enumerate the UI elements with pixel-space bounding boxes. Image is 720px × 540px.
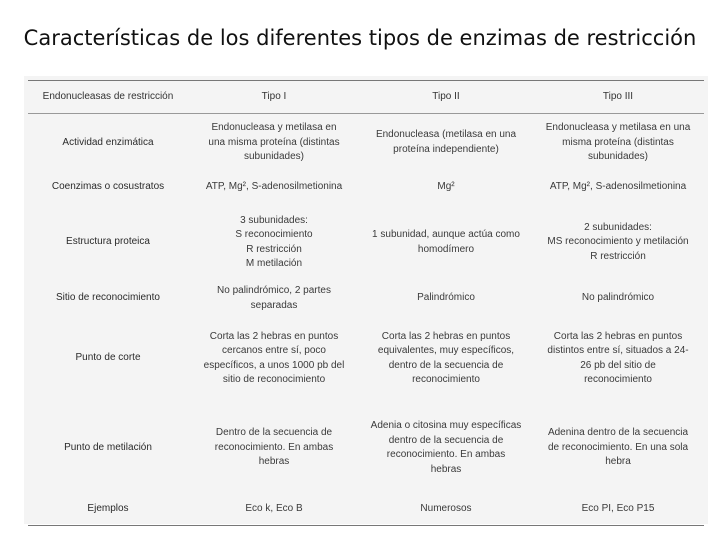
table-row-ejemplos xyxy=(28,494,704,526)
row-label: Punto de corte xyxy=(75,352,141,364)
header-tipo-2: Tipo II xyxy=(432,90,460,102)
row-label: Actividad enzimática xyxy=(62,136,154,148)
table-row-actividad xyxy=(28,114,704,172)
table-row-metilacion xyxy=(28,403,704,494)
cell-tipo-2: Adenia o citosina muy específicas dentro de la secuencia de reconocimiento. En ambas hebras xyxy=(370,420,522,475)
row-label: Punto de metilación xyxy=(64,441,152,453)
cell-tipo-3: 2 subunidades: MS reconocimiento y metilación R restricción xyxy=(547,221,689,262)
row-label: Sitio de reconocimiento xyxy=(56,292,160,304)
cell-tipo-3: Endonucleasa y metilasa en una misma proteína (distintas subunidades) xyxy=(545,122,691,162)
table-row-estructura xyxy=(28,203,704,283)
cell-tipo-3: Adenina dentro de la secuencia de reconocimiento. En una sola hebra xyxy=(547,427,689,468)
table-row-punto-corte xyxy=(28,315,704,403)
table-row-coenzimas xyxy=(28,172,704,203)
header-tipo-3: Tipo III xyxy=(602,90,634,102)
cell-tipo-1: 3 subunidades: S reconocimiento R restricción M metilación xyxy=(235,214,313,269)
cell-tipo-1: Corta las 2 hebras en puntos cercanos entre sí, poco específicos, a unos 1000 pb del sitio de reconocimiento xyxy=(203,330,345,385)
row-label: Coenzimas o cosustratos xyxy=(51,180,165,192)
header-tipo-1: Tipo I xyxy=(261,90,287,102)
cell-tipo-1: No palindrómico, 2 partes separadas xyxy=(217,285,331,311)
cell-tipo-2: Numerosos xyxy=(420,503,472,514)
row-label: Ejemplos xyxy=(87,503,129,514)
cell-tipo-2: 1 subunidad, aunque actúa como homodímero xyxy=(372,229,520,255)
cell-tipo-1: Eco k, Eco B xyxy=(245,503,303,514)
cell-tipo-2: Mg² xyxy=(437,180,455,192)
table-row-sitio xyxy=(28,283,704,315)
cell-tipo-2: Endonucleasa (metilasa en una proteína independiente) xyxy=(375,129,517,155)
table-header-row xyxy=(28,81,704,114)
cell-tipo-3: ATP, Mg², S-adenosilmetionina xyxy=(549,180,687,192)
cell-tipo-3: Eco PI, Eco P15 xyxy=(581,503,655,514)
cell-tipo-1: Dentro de la secuencia de reconocimiento. En ambas hebras xyxy=(214,427,334,468)
cell-tipo-2: Palindrómico xyxy=(417,292,475,304)
cell-tipo-1: Endonucleasa y metilasa en una misma proteína (distintas subunidades) xyxy=(208,122,340,162)
row-label: Estructura proteica xyxy=(66,236,150,248)
cell-tipo-3: Corta las 2 hebras en puntos distintos entre sí, situados a 24- 26 pb del sitio de reconocimiento xyxy=(547,330,689,385)
header-endonucleasas: Endonucleasas de restricción xyxy=(42,90,174,102)
cell-tipo-2: Corta las 2 hebras en puntos equivalentes, muy específicos, dentro de la secuencia de reconocimiento xyxy=(377,330,515,385)
enzymes-table xyxy=(28,80,704,526)
cell-tipo-1: ATP, Mg², S-adenosilmetionina xyxy=(205,180,343,192)
cell-tipo-3: No palindrómico xyxy=(581,292,655,304)
slide-title: Características de los diferentes tipos de enzimas de restricción xyxy=(23,26,697,50)
